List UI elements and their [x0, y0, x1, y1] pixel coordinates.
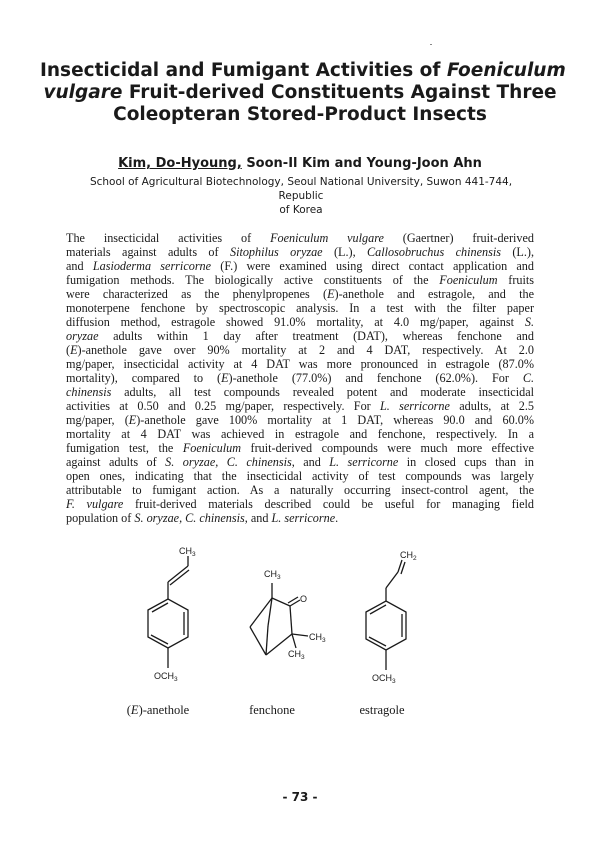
abstract-line [66, 385, 534, 399]
italic-term: Foeniculum vulgare [270, 231, 384, 245]
text-run: in closed cups than in [398, 455, 534, 469]
text-run: adults within 1 day after treatment (DAT), whereas fenchone and [98, 329, 534, 343]
italic-term: F. vulgare [66, 497, 124, 511]
text-run: fruits [497, 273, 534, 287]
abstract-line [66, 497, 534, 511]
abstract-line [66, 371, 534, 385]
fenchone-oxygen: O [300, 594, 308, 604]
text-run: monoterpene fenchone by spectroscopic analysis. In a test with the filter paper [66, 301, 534, 315]
text-run: attributable to fumigant action. As a naturally occurring insect-control agent, the [66, 483, 534, 497]
affiliation-line: School of Agricultural Biotechnology, Seoul National University, Suwon 441-744, Republic [89, 176, 513, 202]
italic-term: Sitophilus oryzae [229, 245, 323, 259]
fenchone-ch3-right: $CH_3$ [309, 632, 326, 644]
abstract-line [66, 343, 534, 357]
label-fenchone: fenchone [249, 703, 295, 717]
abstract [66, 231, 534, 525]
abstract-line [66, 483, 534, 497]
text-run: and [66, 259, 93, 273]
italic-term: E [221, 371, 229, 385]
abstract-line [66, 399, 534, 413]
fenchone-ch3-top: $CH_3$ [264, 569, 281, 581]
affiliation [68, 175, 534, 217]
italic-term: Foeniculum [182, 441, 242, 455]
page-number: - 73 - [282, 790, 318, 804]
label-anethole: (E)-anethole [126, 703, 190, 717]
text-run: adults, all test compounds revealed potent and moderate insecticidal [111, 385, 534, 399]
abstract-line [66, 469, 534, 483]
label-estragole: estragole [359, 703, 405, 717]
structure-anethole [106, 540, 226, 700]
text-run: mg/paper, insecticidal activity at 4 DAT was more pronounced in estragole (87.0% [66, 357, 534, 371]
text-run: )-anethole gave over 90% mortality at 2 and 4 DAT, respectively. At 2.0 [77, 343, 534, 357]
text-run: adults, at 2.5 [449, 399, 534, 413]
abstract-line [66, 511, 534, 525]
fenchone-ch3-bottom: $CH_3$ [288, 649, 305, 661]
text-run: diffusion method, estragole showed 91.0% mortality, at 4.0 mg/paper, against [66, 315, 525, 329]
text-run: open ones, indicating that the insecticidal activity of test compounds was largely [66, 469, 534, 483]
italic-term: E [70, 343, 78, 357]
title-line-3: Coleopteran Stored-Product Insects [113, 104, 487, 125]
text-run: ( [66, 343, 71, 357]
italic-term: S. [524, 315, 534, 329]
italic-term: C. [522, 371, 534, 385]
italic-term: S. oryzae, C. chinensis [165, 455, 292, 469]
text-run: , and [291, 455, 330, 469]
estragole-ch2-label: $CH_2$ [400, 550, 417, 562]
abstract-line [66, 273, 534, 287]
title-line-2: vulgare Fruit-derived Constituents Against Three [43, 82, 557, 103]
affiliation-line: of Korea [279, 204, 323, 216]
text-run: (L.), [322, 245, 368, 259]
abstract-line [66, 357, 534, 371]
text-run: were characterized as the phenylpropenes ( [66, 287, 328, 301]
abstract-line [66, 259, 534, 273]
italic-term: Callosobruchus chinensis [367, 245, 501, 259]
text-run: )-anethole (77.0%) and fenchone (62.0%). For [228, 371, 523, 385]
abstract-line [66, 245, 534, 259]
text-run: (L.), [500, 245, 534, 259]
abstract-line [66, 315, 534, 329]
italic-term: Foeniculum [439, 273, 498, 287]
text-run: mortality at 4 DAT was achieved in estragole and fenchone, respectively. In a [66, 427, 534, 441]
abstract-line [66, 329, 534, 343]
italic-term: L. serricorne [380, 399, 450, 413]
italic-term: oryzae [66, 329, 99, 343]
title-line-1: Insecticidal and Fumigant Activities of Foeniculum [40, 60, 566, 81]
abstract-line [66, 301, 534, 315]
italic-term: E [327, 287, 335, 301]
anethole-och3-label: $OCH_3$ [154, 671, 178, 683]
italic-term: E [128, 413, 137, 427]
text-run: fumigation methods. The biologically active constituents of the [66, 273, 440, 287]
italic-term: S. oryzae, C. chinensis [134, 511, 245, 525]
text-run: against adults of [66, 455, 166, 469]
abstract-line [66, 231, 534, 245]
text-run: mortality), compared to ( [66, 371, 222, 385]
italic-term: L. serricorne [271, 511, 336, 525]
text-run: fruit-derived compounds were much more effective [241, 441, 534, 455]
text-run: (Gaertner) fruit-derived [383, 231, 534, 245]
structure-estragole [324, 540, 444, 700]
paper-title [40, 60, 566, 126]
text-run: mg/paper, ( [66, 413, 129, 427]
abstract-line [66, 455, 534, 469]
abstract-line [66, 441, 534, 455]
co-authors: Soon-Il Kim and Young-Joon Ahn [241, 156, 482, 171]
author-list [0, 156, 600, 171]
presenting-author: Kim, Do-Hyoung, [118, 156, 242, 171]
italic-term: L. serricorne [329, 455, 399, 469]
text-run: )-anethole gave 100% mortality at 1 DAT, whereas 90.0 and 60.0% [136, 413, 534, 427]
abstract-line [66, 413, 534, 427]
text-run: population of [66, 511, 135, 525]
anethole-ch3-label: $CH_3$ [179, 546, 196, 558]
italic-term: chinensis [66, 385, 112, 399]
text-run: (F.) were examined using direct contact application and [211, 259, 534, 273]
abstract-line [66, 427, 534, 441]
text-run: , and [244, 511, 272, 525]
abstract-line [66, 287, 534, 301]
text-run: The insecticidal activities of [66, 231, 271, 245]
text-run: fumigation test, the [66, 441, 183, 455]
italic-term: Lasioderma serricorne [92, 259, 212, 273]
text-run: )-anethole and estragole, and the [334, 287, 534, 301]
estragole-och3-label: $OCH_3$ [372, 673, 396, 685]
text-run: . [335, 511, 339, 525]
scan-mark [430, 44, 432, 45]
text-run: fruit-derived materials described could be useful for managing field [123, 497, 534, 511]
text-run: activities at 0.50 and 0.25 mg/paper, respectively. For [66, 399, 381, 413]
text-run: materials against adults of [66, 245, 230, 259]
